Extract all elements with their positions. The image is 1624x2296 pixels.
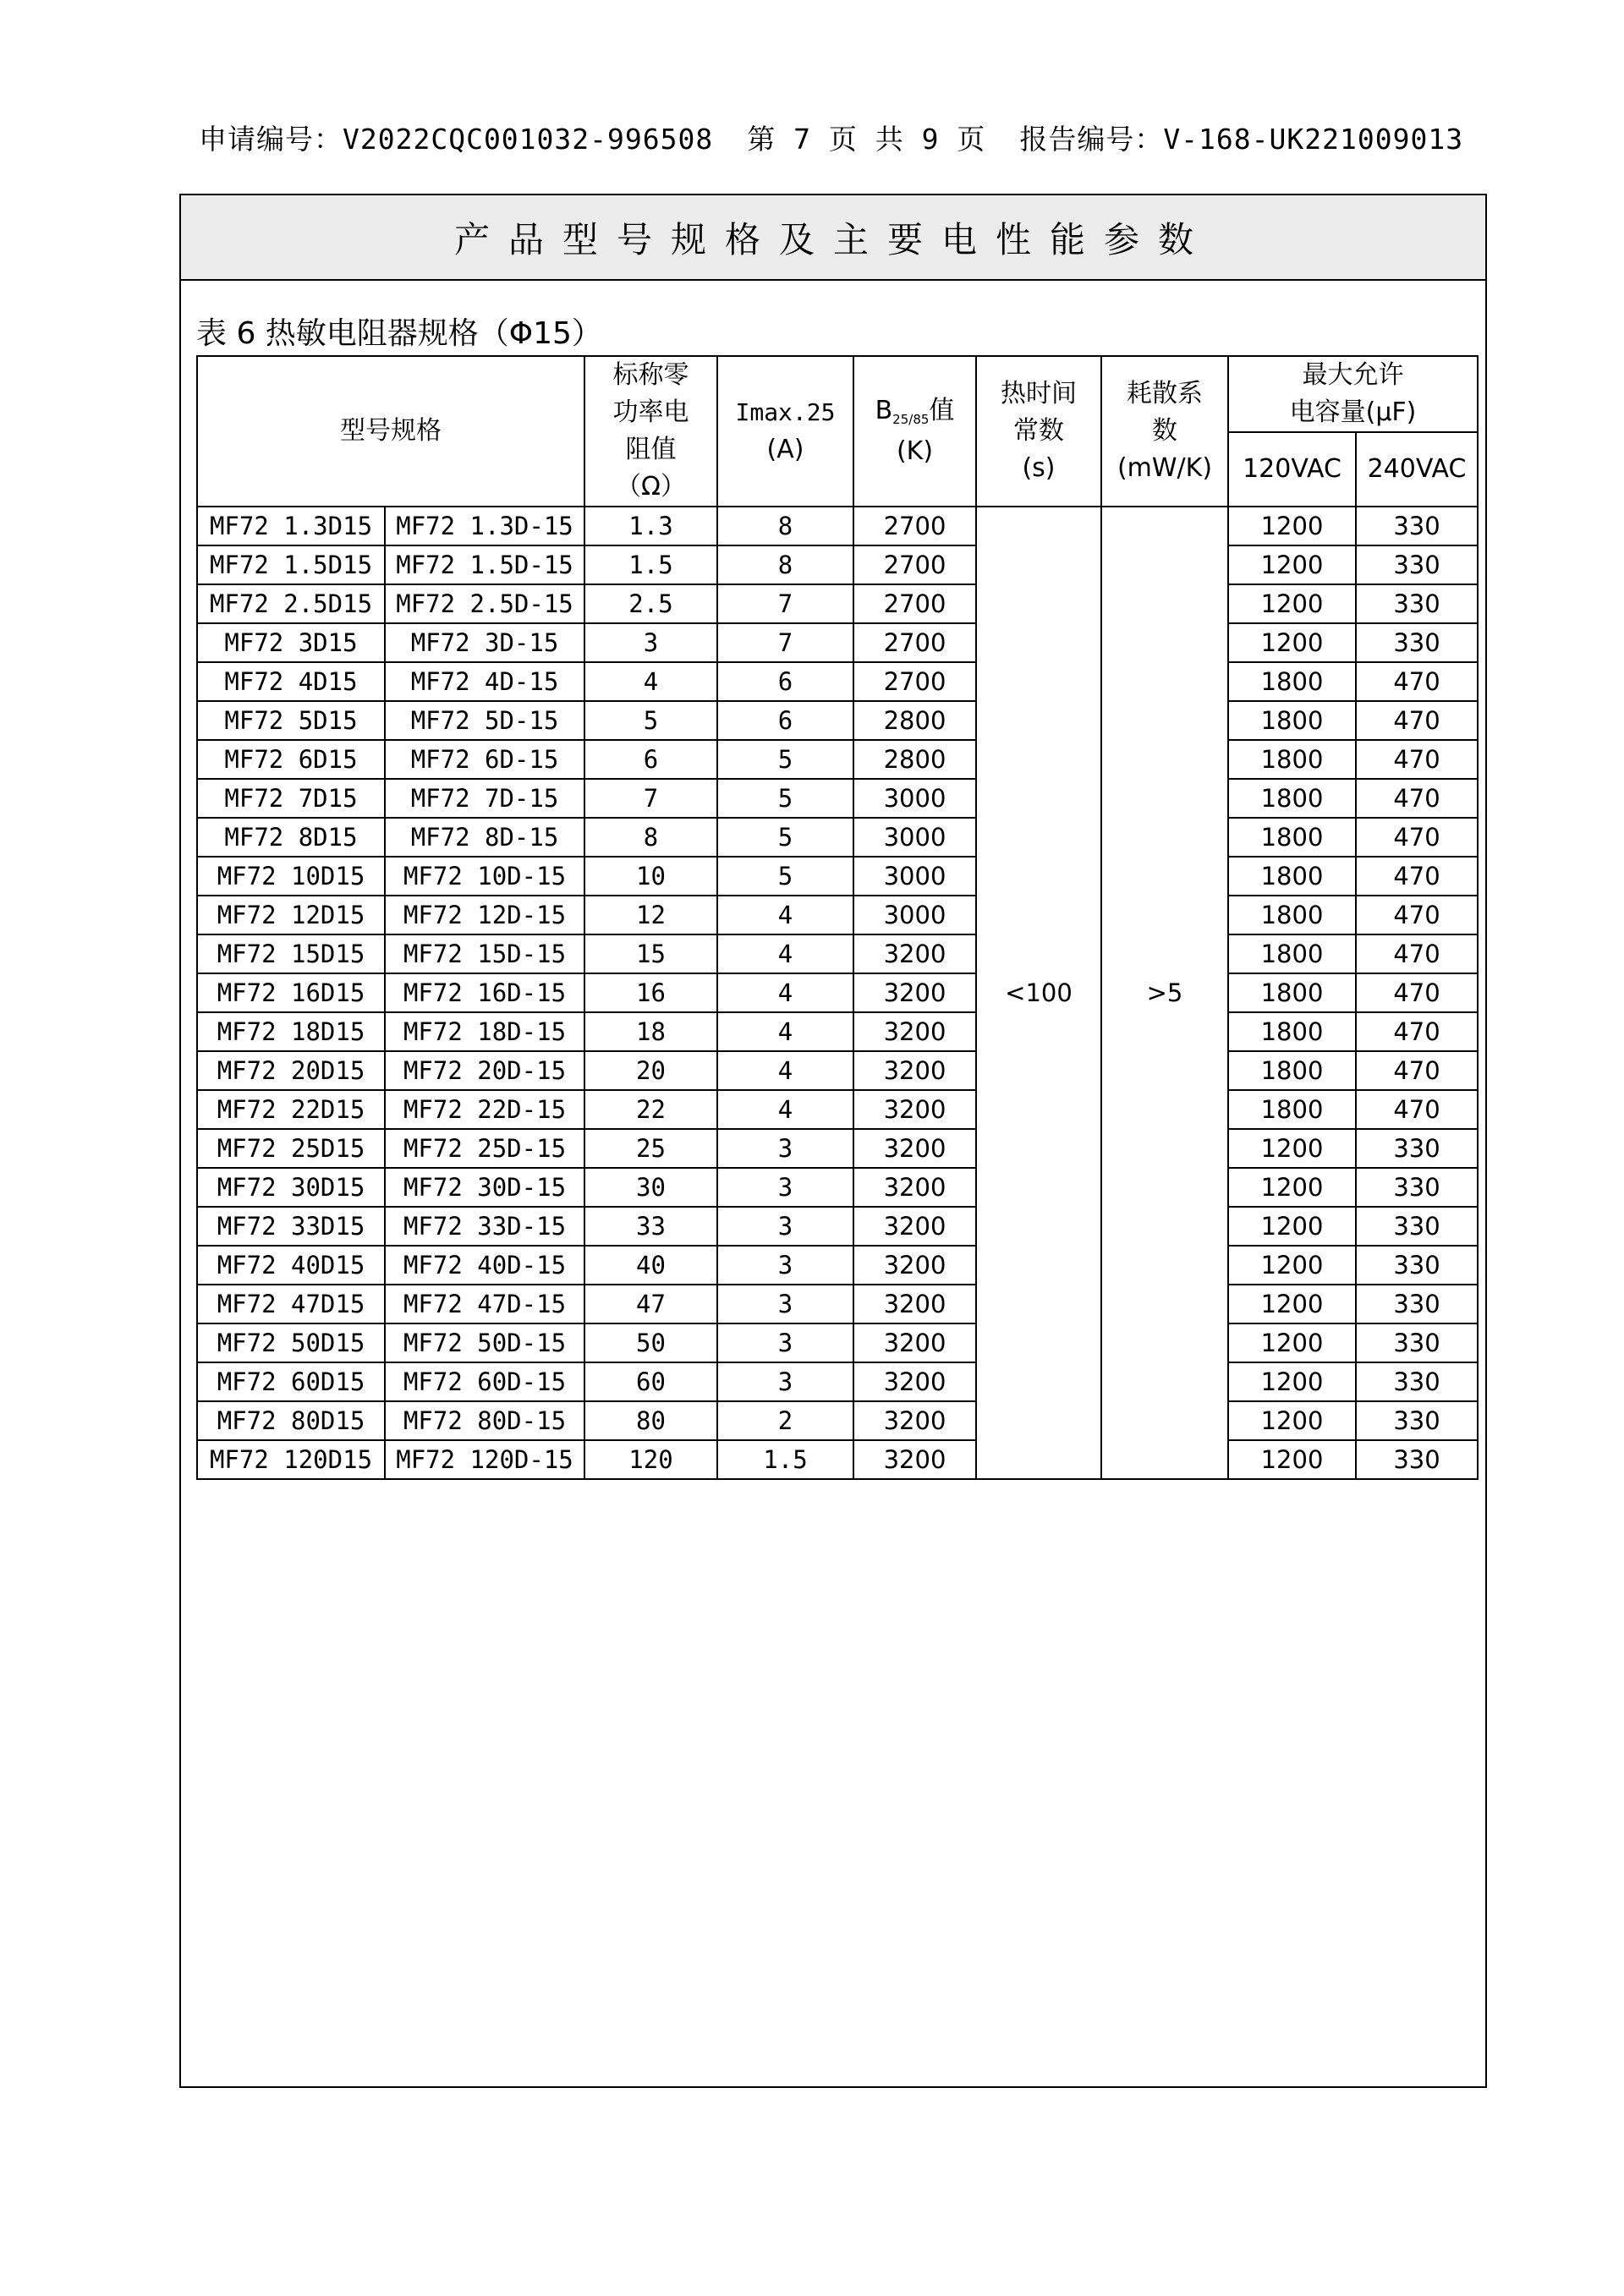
cell-model-b: MF72 22D-15	[385, 1090, 584, 1129]
table-row	[197, 1323, 1478, 1362]
header-thermal-time-line: 常数	[1013, 416, 1064, 446]
cell-b-value: 2700	[853, 507, 976, 545]
cell-cap-240vac: 330	[1356, 1246, 1478, 1285]
cell-cap-120vac: 1800	[1228, 1051, 1356, 1090]
application-label: 申请编号：	[199, 123, 343, 156]
header-b-value	[853, 356, 976, 507]
cell-resistance: 10	[584, 857, 717, 896]
cell-cap-120vac: 1200	[1228, 507, 1356, 545]
cell-model-a: MF72 1.3D15	[197, 507, 385, 545]
cell-model-a: MF72 120D15	[197, 1440, 385, 1479]
cell-imax: 7	[717, 623, 853, 662]
cell-imax: 7	[717, 584, 853, 623]
cell-b-value: 3000	[853, 896, 976, 934]
cell-resistance: 16	[584, 973, 717, 1012]
cell-model-b: MF72 2.5D-15	[385, 584, 584, 623]
cell-resistance: 120	[584, 1440, 717, 1479]
cell-cap-120vac: 1200	[1228, 1323, 1356, 1362]
cell-dissipation: >5	[1101, 507, 1228, 1479]
header-thermal-time	[976, 356, 1101, 507]
table-row	[197, 1129, 1478, 1168]
cell-cap-120vac: 1800	[1228, 818, 1356, 857]
cell-cap-120vac: 1800	[1228, 934, 1356, 973]
table-row	[197, 857, 1478, 896]
cell-model-a: MF72 5D15	[197, 701, 385, 740]
cell-resistance: 3	[584, 623, 717, 662]
cell-resistance: 1.5	[584, 545, 717, 584]
report-label: 报告编号：	[1019, 123, 1164, 156]
header-dissipation	[1101, 356, 1228, 507]
cell-model-b: MF72 6D-15	[385, 740, 584, 779]
cell-cap-120vac: 1800	[1228, 1012, 1356, 1051]
cell-model-a: MF72 4D15	[197, 662, 385, 701]
cell-model-a: MF72 6D15	[197, 740, 385, 779]
cell-resistance: 60	[584, 1362, 717, 1401]
cell-cap-240vac: 330	[1356, 1168, 1478, 1207]
cell-cap-240vac: 330	[1356, 545, 1478, 584]
cell-model-b: MF72 5D-15	[385, 701, 584, 740]
cell-model-a: MF72 40D15	[197, 1246, 385, 1285]
cell-cap-120vac: 1800	[1228, 740, 1356, 779]
cell-imax: 4	[717, 973, 853, 1012]
cell-imax: 3	[717, 1129, 853, 1168]
cell-model-b: MF72 120D-15	[385, 1440, 584, 1479]
header-thermal-time-line: (s)	[1022, 453, 1056, 483]
cell-model-a: MF72 60D15	[197, 1362, 385, 1401]
cell-cap-120vac: 1800	[1228, 973, 1356, 1012]
table-row	[197, 1090, 1478, 1129]
cell-cap-120vac: 1200	[1228, 545, 1356, 584]
cell-b-value: 2700	[853, 623, 976, 662]
table-row	[197, 973, 1478, 1012]
cell-model-b: MF72 40D-15	[385, 1246, 584, 1285]
cell-b-value: 3200	[853, 1090, 976, 1129]
table-row	[197, 1362, 1478, 1401]
table-row	[197, 662, 1478, 701]
cell-model-b: MF72 33D-15	[385, 1207, 584, 1246]
table-row	[197, 1401, 1478, 1440]
cell-cap-120vac: 1800	[1228, 1090, 1356, 1129]
section-title: 产品型号规格及主要电性能参数	[181, 195, 1485, 281]
cell-model-a: MF72 33D15	[197, 1207, 385, 1246]
cell-imax: 3	[717, 1285, 853, 1323]
cell-imax: 4	[717, 934, 853, 973]
cell-imax: 3	[717, 1168, 853, 1207]
header-dissipation-line: 耗散系	[1127, 379, 1203, 408]
header-cap-240vac: 240VAC	[1356, 432, 1478, 507]
cell-model-b: MF72 4D-15	[385, 662, 584, 701]
cell-model-b: MF72 16D-15	[385, 973, 584, 1012]
cell-model-b: MF72 60D-15	[385, 1362, 584, 1401]
cell-cap-240vac: 330	[1356, 1129, 1478, 1168]
cell-cap-120vac: 1200	[1228, 1129, 1356, 1168]
cell-imax: 1.5	[717, 1440, 853, 1479]
cell-cap-240vac: 470	[1356, 1090, 1478, 1129]
cell-resistance: 80	[584, 1401, 717, 1440]
cell-b-value: 3000	[853, 779, 976, 818]
cell-cap-240vac: 330	[1356, 1440, 1478, 1479]
thermistor-spec-table	[196, 355, 1479, 1480]
header-imax	[717, 356, 853, 507]
header-resistance	[584, 356, 717, 507]
cell-model-a: MF72 8D15	[197, 818, 385, 857]
cell-b-value: 2800	[853, 701, 976, 740]
cell-resistance: 30	[584, 1168, 717, 1207]
cell-imax: 3	[717, 1323, 853, 1362]
table-row	[197, 507, 1478, 545]
cell-resistance: 18	[584, 1012, 717, 1051]
cell-cap-240vac: 470	[1356, 701, 1478, 740]
cell-imax: 4	[717, 1051, 853, 1090]
cell-cap-240vac: 470	[1356, 973, 1478, 1012]
cell-cap-120vac: 1200	[1228, 1440, 1356, 1479]
header-cap-120vac: 120VAC	[1228, 432, 1356, 507]
cell-model-b: MF72 15D-15	[385, 934, 584, 973]
table-row	[197, 584, 1478, 623]
cell-model-b: MF72 12D-15	[385, 896, 584, 934]
header-imax-line: (A)	[766, 435, 804, 464]
cell-resistance: 22	[584, 1090, 717, 1129]
cell-b-value: 3200	[853, 1012, 976, 1051]
table-row	[197, 701, 1478, 740]
cell-b-value: 3200	[853, 1401, 976, 1440]
cell-model-b: MF72 3D-15	[385, 623, 584, 662]
cell-imax: 5	[717, 779, 853, 818]
cell-cap-240vac: 470	[1356, 818, 1478, 857]
cell-resistance: 33	[584, 1207, 717, 1246]
cell-cap-120vac: 1200	[1228, 584, 1356, 623]
table-row	[197, 1285, 1478, 1323]
header-b-subscript: 25/85	[892, 412, 930, 427]
cell-imax: 6	[717, 701, 853, 740]
cell-cap-120vac: 1800	[1228, 857, 1356, 896]
cell-cap-120vac: 1200	[1228, 1168, 1356, 1207]
cell-cap-240vac: 330	[1356, 623, 1478, 662]
cell-cap-120vac: 1200	[1228, 1401, 1356, 1440]
cell-model-a: MF72 3D15	[197, 623, 385, 662]
cell-cap-240vac: 470	[1356, 934, 1478, 973]
cell-cap-120vac: 1800	[1228, 662, 1356, 701]
cell-model-a: MF72 22D15	[197, 1090, 385, 1129]
cell-model-a: MF72 47D15	[197, 1285, 385, 1323]
cell-model-a: MF72 80D15	[197, 1401, 385, 1440]
cell-resistance: 4	[584, 662, 717, 701]
cell-resistance: 7	[584, 779, 717, 818]
cell-b-value: 3200	[853, 1246, 976, 1285]
cell-model-b: MF72 18D-15	[385, 1012, 584, 1051]
cell-resistance: 12	[584, 896, 717, 934]
cell-cap-120vac: 1200	[1228, 1246, 1356, 1285]
cell-cap-240vac: 470	[1356, 779, 1478, 818]
table-row	[197, 1207, 1478, 1246]
cell-b-value: 3200	[853, 1129, 976, 1168]
table-caption: 表 6 热敏电阻器规格（Φ15）	[196, 316, 602, 351]
cell-resistance: 1.3	[584, 507, 717, 545]
cell-model-a: MF72 10D15	[197, 857, 385, 896]
cell-model-a: MF72 50D15	[197, 1323, 385, 1362]
cell-cap-240vac: 330	[1356, 1285, 1478, 1323]
cell-b-value: 2800	[853, 740, 976, 779]
cell-b-value: 2700	[853, 545, 976, 584]
cell-imax: 8	[717, 545, 853, 584]
table-row	[197, 1168, 1478, 1207]
cell-cap-120vac: 1200	[1228, 1207, 1356, 1246]
cell-imax: 3	[717, 1207, 853, 1246]
cell-thermal-time: <100	[976, 507, 1101, 1479]
cell-b-value: 3200	[853, 1362, 976, 1401]
cell-model-b: MF72 1.3D-15	[385, 507, 584, 545]
cell-cap-240vac: 470	[1356, 1012, 1478, 1051]
cell-imax: 5	[717, 818, 853, 857]
report-number: V-168-UK221009013	[1163, 123, 1464, 156]
cell-resistance: 2.5	[584, 584, 717, 623]
table-row	[197, 818, 1478, 857]
cell-resistance: 50	[584, 1323, 717, 1362]
cell-b-value: 3200	[853, 1207, 976, 1246]
header-dissipation-line: 数	[1152, 416, 1177, 446]
header-capacitance-line: 电容量(μF)	[1289, 397, 1417, 427]
table-row	[197, 934, 1478, 973]
table-row	[197, 740, 1478, 779]
cell-imax: 3	[717, 1362, 853, 1401]
header-b-unit: (K)	[896, 436, 934, 466]
table-row	[197, 1246, 1478, 1285]
cell-cap-240vac: 470	[1356, 857, 1478, 896]
header-resistance-line: 功率电	[612, 397, 689, 427]
cell-model-b: MF72 8D-15	[385, 818, 584, 857]
cell-imax: 5	[717, 740, 853, 779]
cell-cap-120vac: 1800	[1228, 896, 1356, 934]
cell-b-value: 2700	[853, 584, 976, 623]
header-dissipation-line: (mW/K)	[1116, 453, 1213, 483]
cell-cap-240vac: 330	[1356, 1362, 1478, 1401]
header-model: 型号规格	[197, 356, 584, 507]
cell-cap-240vac: 470	[1356, 1051, 1478, 1090]
cell-cap-240vac: 470	[1356, 740, 1478, 779]
header-thermal-time-line: 热时间	[1001, 379, 1077, 408]
cell-resistance: 47	[584, 1285, 717, 1323]
cell-model-b: MF72 1.5D-15	[385, 545, 584, 584]
cell-model-b: MF72 10D-15	[385, 857, 584, 896]
cell-b-value: 3200	[853, 973, 976, 1012]
cell-resistance: 15	[584, 934, 717, 973]
cell-b-value: 3000	[853, 857, 976, 896]
cell-model-a: MF72 12D15	[197, 896, 385, 934]
cell-imax: 3	[717, 1246, 853, 1285]
header-capacitance-line: 最大允许	[1302, 360, 1404, 390]
cell-cap-240vac: 330	[1356, 584, 1478, 623]
cell-cap-120vac: 1200	[1228, 623, 1356, 662]
cell-resistance: 20	[584, 1051, 717, 1090]
spec-table-body	[197, 507, 1478, 1479]
cell-model-a: MF72 16D15	[197, 973, 385, 1012]
cell-model-b: MF72 7D-15	[385, 779, 584, 818]
cell-model-b: MF72 47D-15	[385, 1285, 584, 1323]
cell-cap-240vac: 470	[1356, 662, 1478, 701]
cell-b-value: 3200	[853, 1168, 976, 1207]
table-row	[197, 779, 1478, 818]
cell-model-a: MF72 30D15	[197, 1168, 385, 1207]
cell-model-a: MF72 2.5D15	[197, 584, 385, 623]
cell-model-b: MF72 30D-15	[385, 1168, 584, 1207]
cell-model-a: MF72 15D15	[197, 934, 385, 973]
cell-imax: 6	[717, 662, 853, 701]
cell-model-a: MF72 18D15	[197, 1012, 385, 1051]
cell-cap-120vac: 1200	[1228, 1285, 1356, 1323]
cell-model-b: MF72 25D-15	[385, 1129, 584, 1168]
cell-cap-240vac: 330	[1356, 1323, 1478, 1362]
application-number: V2022CQC001032-996508	[343, 123, 714, 156]
cell-imax: 4	[717, 896, 853, 934]
cell-model-b: MF72 50D-15	[385, 1323, 584, 1362]
table-row	[197, 1012, 1478, 1051]
cell-cap-240vac: 330	[1356, 1401, 1478, 1440]
page-header	[199, 118, 1468, 161]
page-indicator: 第 7 页 共 9 页	[747, 123, 986, 156]
cell-b-value: 3200	[853, 1323, 976, 1362]
table-row	[197, 896, 1478, 934]
cell-model-b: MF72 80D-15	[385, 1401, 584, 1440]
cell-resistance: 25	[584, 1129, 717, 1168]
header-resistance-line: 阻值	[625, 435, 677, 464]
cell-imax: 5	[717, 857, 853, 896]
table-row	[197, 545, 1478, 584]
cell-b-value: 3200	[853, 1051, 976, 1090]
cell-model-a: MF72 25D15	[197, 1129, 385, 1168]
cell-cap-240vac: 330	[1356, 1207, 1478, 1246]
cell-b-value: 3200	[853, 934, 976, 973]
cell-cap-120vac: 1200	[1228, 1362, 1356, 1401]
cell-resistance: 6	[584, 740, 717, 779]
cell-cap-240vac: 470	[1356, 896, 1478, 934]
cell-resistance: 5	[584, 701, 717, 740]
header-b-prefix: B	[875, 396, 893, 425]
table-row	[197, 1051, 1478, 1090]
header-capacitance	[1228, 356, 1478, 432]
cell-resistance: 8	[584, 818, 717, 857]
cell-b-value: 3000	[853, 818, 976, 857]
header-b-suffix: 值	[929, 396, 955, 425]
table-row	[197, 1440, 1478, 1479]
header-resistance-line: （Ω）	[616, 472, 686, 501]
cell-cap-120vac: 1800	[1228, 701, 1356, 740]
cell-imax: 4	[717, 1012, 853, 1051]
cell-b-value: 2700	[853, 662, 976, 701]
table-row	[197, 623, 1478, 662]
cell-imax: 4	[717, 1090, 853, 1129]
cell-model-a: MF72 7D15	[197, 779, 385, 818]
cell-cap-240vac: 330	[1356, 507, 1478, 545]
cell-imax: 8	[717, 507, 853, 545]
cell-imax: 2	[717, 1401, 853, 1440]
cell-cap-120vac: 1800	[1228, 779, 1356, 818]
cell-model-a: MF72 20D15	[197, 1051, 385, 1090]
header-resistance-line: 标称零	[612, 360, 689, 390]
cell-model-b: MF72 20D-15	[385, 1051, 584, 1090]
cell-model-a: MF72 1.5D15	[197, 545, 385, 584]
cell-resistance: 40	[584, 1246, 717, 1285]
cell-b-value: 3200	[853, 1285, 976, 1323]
cell-b-value: 3200	[853, 1440, 976, 1479]
header-imax-line: Imax.25	[735, 398, 836, 426]
